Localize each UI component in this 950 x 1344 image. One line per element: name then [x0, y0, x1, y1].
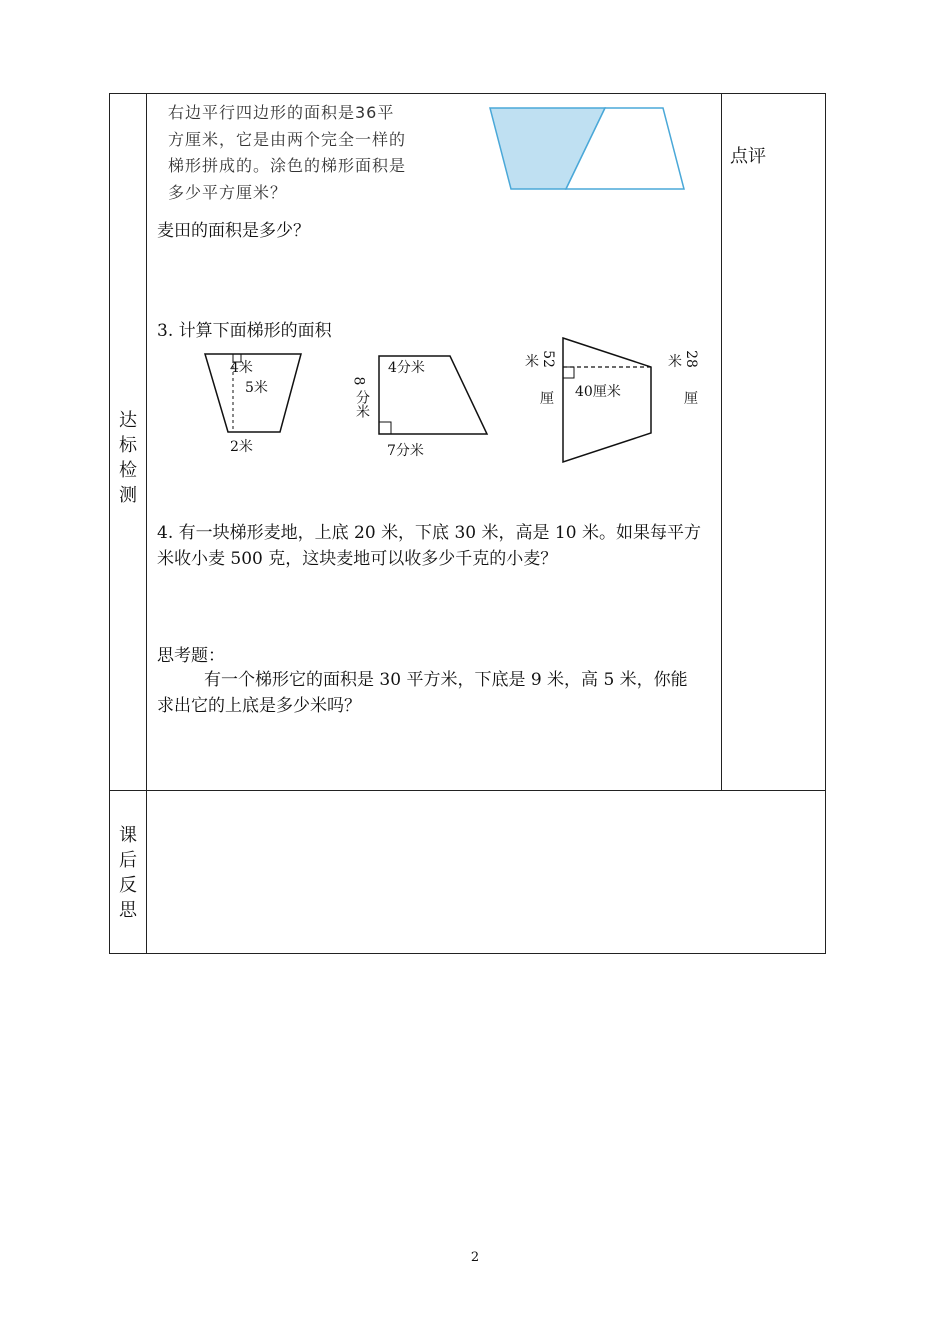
problem-line: 右边平行四边形的面积是36平	[168, 103, 395, 122]
comment-column-divider	[721, 93, 722, 791]
fig1-bottom-label: 2米	[230, 439, 253, 455]
table-bottom-border	[109, 953, 825, 954]
fig2-top-label: 4分米	[388, 360, 425, 376]
fig3-right-number: 28	[682, 350, 699, 368]
table-right-border	[825, 93, 826, 954]
question-4-line-1: 4. 有一块梯形麦地，上底 20 米，下底 30 米，高是 10 米。如果每平方	[157, 523, 701, 543]
fig3-right-unit-top: 米	[668, 354, 682, 370]
parallelogram-problem-text	[168, 100, 458, 206]
table-row-divider	[109, 790, 825, 791]
section-label-assessment: 达 标 检 测	[119, 410, 137, 506]
problem-line: 多少平方厘米？	[168, 182, 288, 202]
thinking-question-line-2: 求出它的上底是多少米吗？	[157, 696, 361, 716]
label-column-divider	[146, 93, 147, 954]
fig3-left-unit-bottom: 厘	[540, 391, 554, 407]
fig3-right-unit-bottom: 厘	[684, 391, 698, 407]
section-label-reflection: 课 后 反 思	[119, 825, 137, 921]
question-3-title: 3. 计算下面梯形的面积	[157, 321, 332, 341]
fig3-left-unit-top: 米	[525, 354, 539, 370]
parallelogram-figure	[480, 100, 695, 196]
thinking-question-line-1: 有一个梯形它的面积是 30 平方米，下底是 9 米，高 5 米，你能	[204, 670, 688, 690]
question-wheat-area: 麦田的面积是多少？	[157, 221, 310, 241]
problem-line: 梯形拼成的。涂色的梯形面积是	[168, 156, 407, 175]
fig1-top-label: 4米	[230, 360, 253, 376]
fig3-left-number: 52	[539, 350, 556, 368]
fig2-height-unit: 分米	[354, 390, 370, 418]
comment-label: 点评	[730, 146, 766, 167]
page-number: 2	[470, 1250, 480, 1265]
question-4-line-2: 米收小麦 500 克，这块麦地可以收多少千克的小麦？	[157, 549, 558, 569]
thinking-question-title: 思考题：	[157, 646, 225, 666]
fig3-width-label: 40厘米	[575, 384, 621, 400]
problem-line: 方厘米，它是由两个完全一样的	[168, 129, 407, 149]
fig2-height-number: 8	[350, 376, 367, 386]
fig1-height-label: 5米	[245, 380, 268, 396]
fig2-bottom-label: 7分米	[387, 443, 424, 459]
table-top-border	[109, 93, 825, 94]
